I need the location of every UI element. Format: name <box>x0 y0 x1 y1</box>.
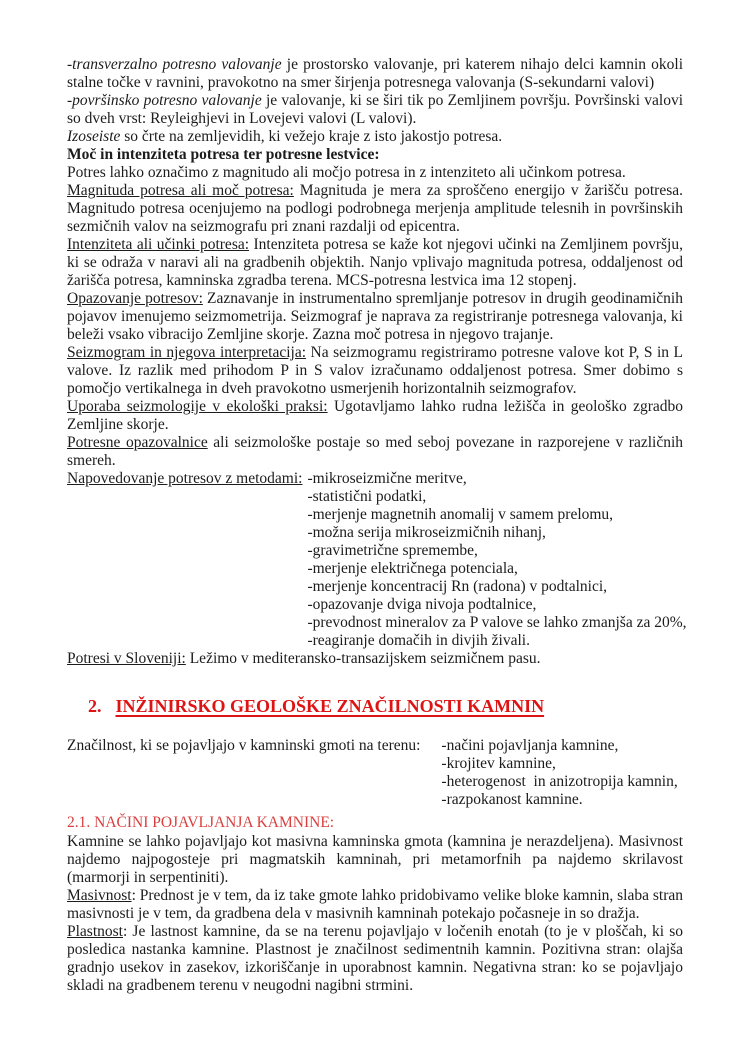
paragraph <box>67 236 683 290</box>
list-item: -razpokanost kamnine. <box>441 791 583 808</box>
underlined-lead: Seizmogram in njegova interpretacija: <box>67 344 307 361</box>
hanging-list-paragraph <box>67 737 683 809</box>
text-run: so črte na zemljevidih, ki vežejo kraje z isto jakostjo potresa. <box>120 128 503 145</box>
hanging-list-paragraph <box>67 470 687 650</box>
paragraph <box>67 182 683 236</box>
document-body <box>67 56 687 995</box>
subsection-heading: 2.1. NAČINI POJAVLJANJA KAMNINE: <box>67 814 335 831</box>
paragraph <box>67 344 683 398</box>
underlined-lead: Uporaba seizmologije v ekološki praksi: <box>67 398 328 415</box>
section-heading-title: INŽINIRSKO GEOLOŠKE ZNAČILNOSTI KAMNIN <box>115 696 545 716</box>
underlined-lead: Potresi v Sloveniji: <box>67 650 186 667</box>
list-item: -načini pojavljanja kamnine, <box>441 737 619 754</box>
bold-text-run: Moč in intenziteta potresa ter potresne lestvice: <box>67 146 380 163</box>
list-item: -reagiranje domačih in divjih živali. <box>307 632 530 649</box>
underlined-lead: Masivnost <box>67 887 132 904</box>
underlined-lead: Intenziteta ali učinki potresa: <box>67 236 250 253</box>
list-item: -merjenje koncentracij Rn (radona) v podtalnici, <box>307 578 608 595</box>
paragraph <box>67 398 683 434</box>
hanging-list-lead <box>67 737 420 755</box>
paragraph <box>67 146 683 164</box>
text-run: Na seizmogramu registriramo potresne valove kot P, S in L valove. Iz razlik med prihodom P in S valov izračunamo oddaljenost potresa. Smer dobimo s pomočjo vertikalnega in dveh pravokotno usmerjenih horizontalnih seizmografov. <box>67 344 683 397</box>
section-heading-number: 2. <box>88 696 102 716</box>
hanging-list-lead <box>67 470 302 488</box>
paragraph <box>67 887 683 923</box>
text-run: Ugotavljamo lahko rudna ležišča in geološko zgradbo Zemljine skorje. <box>67 398 684 433</box>
paragraph <box>67 92 683 128</box>
paragraph <box>67 833 683 887</box>
italic-text-run: Izoseiste <box>67 128 121 145</box>
text-run: Magnituda je mera za sproščeno energijo v žarišču potresa. Magnitudo potresa ocenjujemo na podlogi podrobnega merjenja amplitude telesnih in površinskih sezmičnih valov na seizmografu pri znani razdalji od epicentra. <box>67 182 683 235</box>
paragraph <box>67 650 683 668</box>
paragraph <box>67 923 683 995</box>
italic-text-run: -transverzalno potresno valovanje <box>67 56 282 73</box>
text-run: ali seizmološke postaje so med seboj povezane in razporejene v različnih smereh. <box>67 434 684 469</box>
list-item: -heterogenost in anizotropija kamnin, <box>441 773 678 790</box>
list-item: -mikroseizmične meritve, <box>307 470 467 487</box>
list-item: -krojitev kamnine, <box>441 755 556 772</box>
list-item: -statistični podatki, <box>307 488 427 505</box>
list-item: -gravimetrične spremembe, <box>307 542 478 559</box>
list-item: -merjenje električnega potenciala, <box>307 560 518 577</box>
text-run: : Je lastnost kamnine, da se na terenu pojavljajo v ločenih enotah (to je v ploščah, ki so posledica nastanka kamnine. Plastnost je značilnost sedimentnih kamnin. Pozitivna stran: olajša gradnjo usekov in zasekov, izkoriščanje in uporabnost kamnin. Negativna stran: ko se pojavljajo skladi na gradbenem terenu v neugodni nagibni strmini. <box>67 923 683 994</box>
text-run: je valovanje, ki se širi tik po Zemljinem površju. Površinski valovi so dveh vrst: Reyleighjevi in Lovejevi valovi (L valovi). <box>67 92 683 127</box>
underlined-lead: Plastnost <box>67 923 123 940</box>
text-run: Kamnine se lahko pojavljajo kot masivna kamninska gmota (kamnina je nerazdeljena). Masivnost najdemo najpogosteje pri magmatskih kamninah, pri metamorfnih pa najdemo skrilavost (marmorji in serpentiniti). <box>67 833 683 886</box>
paragraph <box>67 434 683 470</box>
paragraph <box>67 56 683 92</box>
paragraph <box>67 164 683 182</box>
paragraph <box>67 290 683 344</box>
text-run: je prostorsko valovanje, pri katerem nihajo delci kamnin okoli stalne točke v ravnini, pravokotno na smer širjenja potresnega valovanja (S-sekundarni valovi) <box>67 56 683 91</box>
text-run: Ležimo v mediteransko-transazijskem seizmičnem pasu. <box>185 650 541 667</box>
underlined-lead: Potresne opazovalnice <box>67 434 208 451</box>
underlined-lead: Napovedovanje potresov z metodami: <box>67 470 303 487</box>
text-run: Intenziteta potresa se kaže kot njegovi učinki na Zemljinem površju, ki se odraža v naravi ali na gradbenih objektih. Nanjo vplivajo magnituda potresa, oddaljenost od žarišča potresa, kamninska zgradba terena. MCS-potresna lestvica ima 12 stopenj. <box>67 236 683 289</box>
list-item: -opazovanje dviga nivoja podtalnice, <box>307 596 537 613</box>
underlined-lead: Magnituda potresa ali moč potresa: <box>67 182 294 199</box>
hanging-list-items <box>307 470 686 650</box>
text-run: : Prednost je v tem, da iz take gmote lahko pridobivamo velike bloke kamnin, slaba stran masivnosti je v tem, da gradbena dela v masivnih kamninah potekajo počasneje in so dražja. <box>67 887 684 922</box>
list-item: -prevodnost mineralov za P valove se lahko zmanjša za 20%, <box>307 614 687 631</box>
italic-text-run: -površinsko potresno valovanje <box>67 92 262 109</box>
text-run: Značilnost, ki se pojavljajo v kamninski gmoti na terenu: <box>67 737 421 754</box>
underlined-lead: Opazovanje potresov: <box>67 290 203 307</box>
paragraph <box>67 128 683 146</box>
section-heading <box>88 695 683 717</box>
list-item: -možna serija mikroseizmičnih nihanj, <box>307 524 546 541</box>
list-item: -merjenje magnetnih anomalij v samem prelomu, <box>307 506 614 523</box>
text-run: Zaznavanje in instrumentalno spremljanje potresov in drugih geodinamičnih pojavov imenujemo seizmometrija. Seizmograf je naprava za registriranje potresnega valovanja, ki beleži vsako vibracijo Zemljine skorje. Zazna moč potresa in njegovo trajanje. <box>67 290 683 343</box>
hanging-list-items <box>441 737 677 809</box>
text-run: Potres lahko označimo z magnitudo ali močjo potresa in z intenziteto ali učinkom potresa. <box>67 164 626 181</box>
